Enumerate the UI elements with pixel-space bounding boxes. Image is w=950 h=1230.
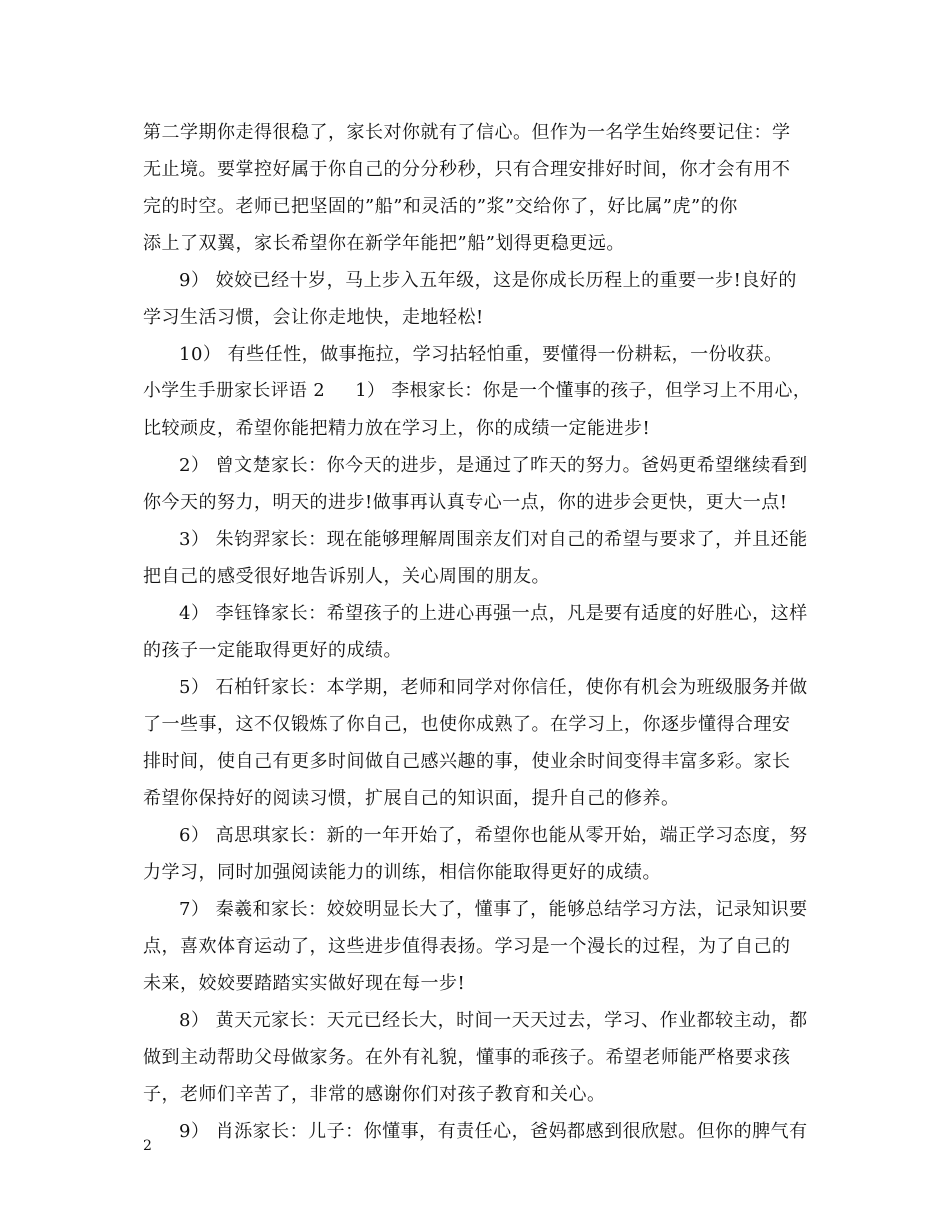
text-line: 3） 朱钧羿家长：现在能够理解周围亲友们对自己的希望与要求了，并且还能 (179, 529, 808, 550)
text-line: 8） 黄天元家长：天元已经长大，时间一天天过去，学习、作业都较主动，都 (179, 1010, 808, 1031)
section-heading-line (143, 373, 813, 410)
text-line: 9） 姣姣已经十岁，马上步入五年级，这是你成长历程上的重要一步!良好的 (179, 270, 797, 291)
document-body (143, 114, 813, 1150)
text-line: 9） 肖泺家长：儿子：你懂事，有责任心，爸妈都感到很欣慰。但你的脾气有 (179, 1121, 808, 1142)
text-line: 无止境。要掌控好属于你自己的分分秒秒，只有合理安排好时间，你才会有用不 (143, 159, 791, 180)
text-line: 10） 有些任性，做事拖拉，学习拈轻怕重，要懂得一份耕耘，一份收获。 (179, 344, 783, 365)
text-line: 4） 李钰锋家长：希望孩子的上进心再强一点，凡是要有适度的好胜心，这样 (179, 603, 808, 624)
text-line: 1） 李根家长：你是一个懂事的孩子，但学习上不用心， (355, 381, 812, 401)
text-line: 完的时空。老师已把坚固的”船”和灵活的”浆”交给你了，好比属”虎”的你 (143, 196, 738, 217)
text-line: 2） 曾文楚家长：你今天的进步，是通过了昨天的努力。爸妈更希望继续看到 (179, 455, 808, 476)
text-line: 你今天的努力，明天的进步!做事再认真专心一点，你的进步会更快，更大一点! (143, 492, 788, 513)
text-line: 做到主动帮助父母做家务。在外有礼貌，懂事的乖孩子。希望老师能严格要求孩 (143, 1047, 791, 1068)
text-line: 学习生活习惯，会让你走地快，走地轻松! (143, 307, 484, 328)
text-line: 7） 秦羲和家长：姣姣明显长大了，懂事了，能够总结学习方法，记录知识要 (179, 899, 808, 920)
text-line: 6） 高思琪家长：新的一年开始了，希望你也能从零开始，端正学习态度，努 (179, 825, 808, 846)
text-line: 未来，姣姣要踏踏实实做好现在每一步! (143, 973, 466, 994)
text-line: 排时间，使自己有更多时间做自己感兴趣的事，使业余时间变得丰富多彩。家长 (143, 751, 791, 772)
text-line: 希望你保持好的阅读习惯，扩展自己的知识面，提升自己的修养。 (143, 788, 680, 809)
text-line: 第二学期你走得很稳了，家长对你就有了信心。但作为一名学生始终要记住：学 (143, 122, 791, 143)
text-line: 子，老师们辛苦了，非常的感谢你们对孩子教育和关心。 (143, 1084, 606, 1105)
text-line: 5） 石柏钎家长：本学期，老师和同学对你信任，使你有机会为班级服务并做 (179, 677, 808, 698)
section-heading: 小学生手册家长评语 2 (143, 381, 326, 401)
text-line: 比较顽皮，希望你能把精力放在学习上，你的成绩一定能进步! (143, 418, 651, 439)
text-line: 了一些事，这不仅锻炼了你自己，也使你成熟了。在学习上，你逐步懂得合理安 (143, 714, 791, 735)
text-line: 把自己的感受很好地告诉别人，关心周围的朋友。 (143, 566, 550, 587)
text-line: 力学习，同时加强阅读能力的训练，相信你能取得更好的成绩。 (143, 862, 661, 883)
text-line: 点，喜欢体育运动了，这些进步值得表扬。学习是一个漫长的过程，为了自己的 (143, 936, 791, 957)
text-line: 的孩子一定能取得更好的成绩。 (143, 640, 402, 661)
page-number: 2 (143, 1138, 152, 1154)
text-line: 添上了双翼，家长希望你在新学年能把”船”划得更稳更远。 (143, 233, 625, 254)
